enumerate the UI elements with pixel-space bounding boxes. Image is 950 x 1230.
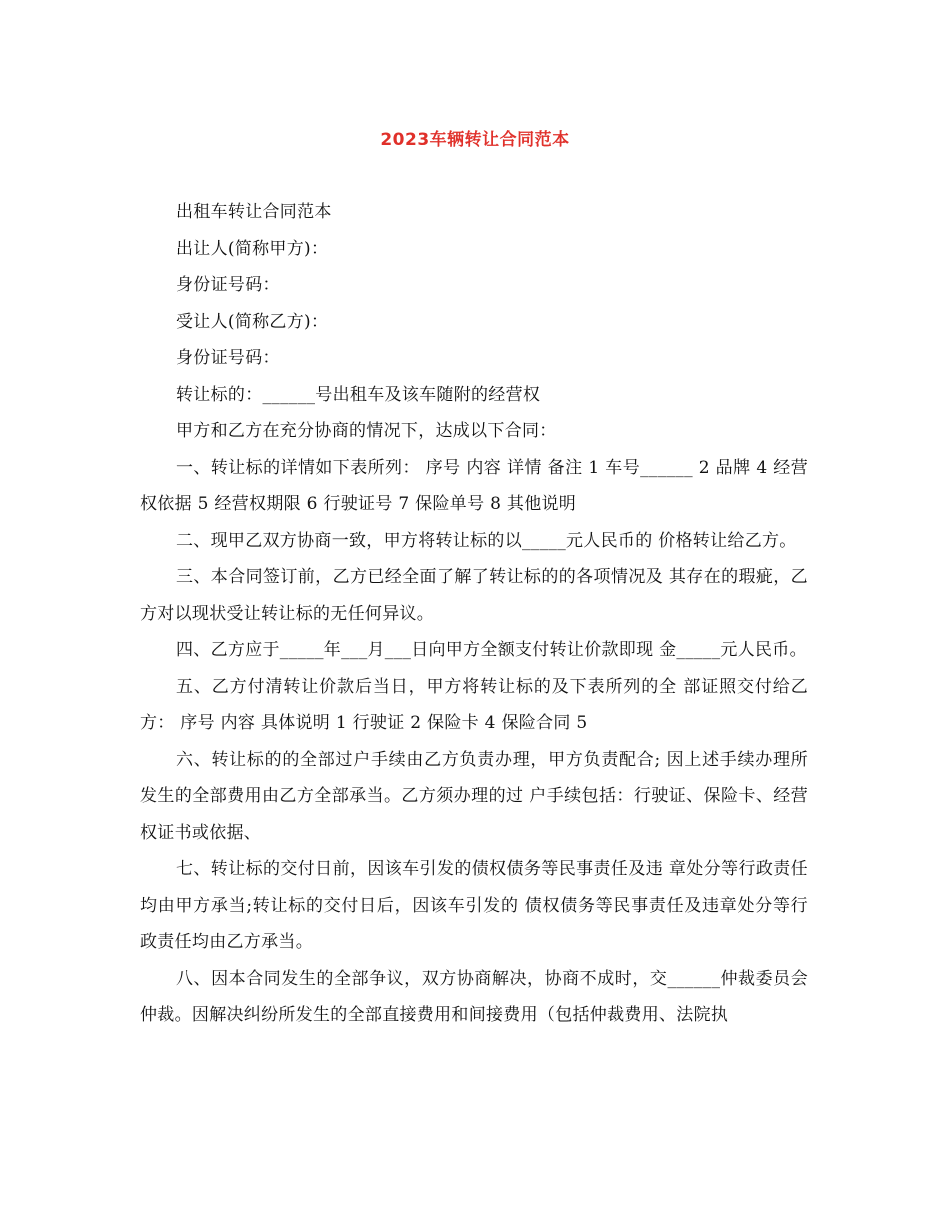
header-line-transferor: 出让人(简称甲方)：	[176, 238, 329, 259]
clause-1: 一、转让标的详情如下表所列： 序号 内容 详情 备注 1 车号______ 2 品牌 4 经营权依据 5 经营权期限 6 行驶证号 7 保险单号 8 其他说明	[140, 457, 808, 514]
header-line-transferee: 受让人(简称乙方)：	[176, 311, 329, 332]
clause-5: 五、乙方付清转让价款后当日，甲方将转让标的及下表所列的全 部证照交付给乙方： 序号 内容 具体说明 1 行驶证 2 保险卡 4 保险合同 5	[140, 676, 808, 733]
header-line-agreement: 甲方和乙方在充分协商的情况下，达成以下合同：	[176, 421, 557, 441]
clause-3: 三、本合同签订前，乙方已经全面了解了转让标的的各项情况及 其存在的瑕疵，乙方对以现状受让转让标的无任何异议。	[140, 567, 808, 624]
header-line-transferee-id: 身份证号码：	[176, 348, 280, 368]
document-title: 2023车辆转让合同范本	[380, 130, 570, 150]
clause-4: 四、乙方应于_____年___月___日向甲方全额支付转让价款即现 金_____元人民币。	[176, 640, 807, 660]
header-line-transferor-id: 身份证号码：	[176, 275, 280, 295]
document-body	[140, 194, 808, 1034]
clause-8: 八、因本合同发生的全部争议，双方协商解决，协商不成时，交______仲裁委员会仲裁。因解决纠纷所发生的全部直接费用和间接费用（包括仲裁费用、法院执	[140, 968, 808, 1025]
clause-7: 七、转让标的交付日前，因该车引发的债权债务等民事责任及违 章处分等行政责任均由甲方承当;转让标的交付日后，因该车引发的 债权债务等民事责任及违章处分等行政责任均由乙方承当。	[140, 859, 808, 952]
header-line-subtitle: 出租车转让合同范本	[176, 202, 332, 222]
clause-2: 二、现甲乙双方协商一致，甲方将转让标的以_____元人民币的 价格转让给乙方。	[176, 530, 797, 551]
header-line-subject: 转让标的：______号出租车及该车随附的经营权	[176, 384, 541, 405]
clause-6: 六、转让标的的全部过户手续由乙方负责办理，甲方负责配合; 因上述手续办理所发生的全部费用由乙方全部承当。乙方须办理的过 户手续包括：行驶证、保险卡、经营权证书或依据、	[140, 749, 808, 843]
